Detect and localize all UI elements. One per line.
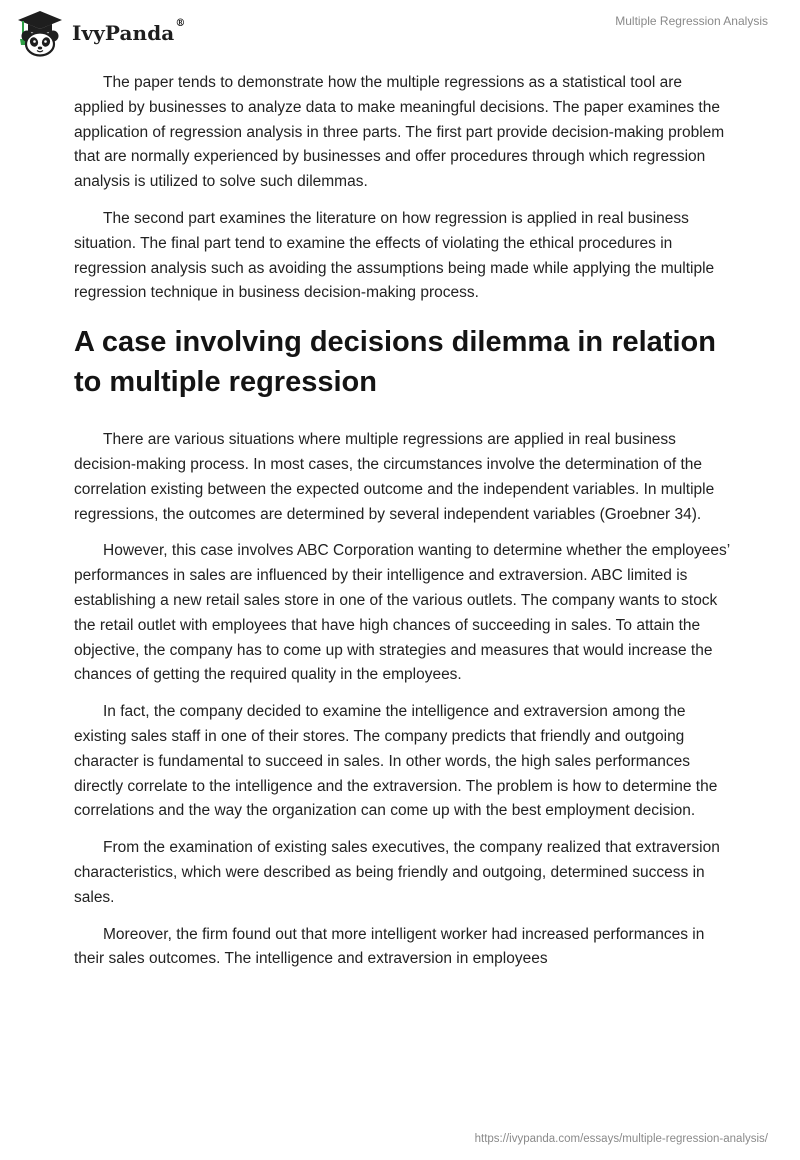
logo-wordmark: IvyPanda®: [72, 18, 186, 45]
section-paragraph-5: Moreover, the firm found out that more intelligent worker had increased performances in their sales outcomes. The intelligence and extraversion in employees: [74, 925, 705, 968]
document-title: Multiple Regression Analysis: [615, 14, 768, 28]
essay-content: [74, 71, 734, 984]
panda-graduate-icon: [14, 9, 66, 57]
section-paragraph-1: There are various situations where multiple regressions are applied in real business decision-making process. In most cases, the circumstances involve the determination of the correlation existing between the expected outcome and the independent variables. In multiple regressions, the outcomes are determined by several independent variables (Groebner 34).: [74, 431, 715, 523]
intro-paragraph-1: The paper tends to demonstrate how the multiple regressions as a statistical tool are applied by businesses to analyze data to make meaningful decisions. The paper examines the application of regression analysis in three parts. The first part provide decision-making problem that are normally experienced by businesses and offer procedures through which regression analysis is utilized to solve such dilemmas.: [74, 74, 725, 191]
section-heading: A case involving decisions dilemma in relation to multiple regression: [74, 326, 716, 399]
page-header: [0, 0, 800, 64]
registered-mark: ®: [175, 18, 186, 29]
ivypanda-logo[interactable]: [14, 9, 185, 57]
section-paragraph-4: From the examination of existing sales executives, the company realized that extraversion characteristics, which were described as being friendly and outgoing, determined success in sales.: [74, 839, 720, 906]
intro-paragraph-2: The second part examines the literature on how regression is applied in real business situation. The final part tend to examine the effects of violating the ethical procedures in regression analysis such as avoiding the assumptions being made while applying the multiple regression technique in business decision-making process.: [74, 209, 715, 302]
section-paragraph-3: In fact, the company decided to examine the intelligence and extraversion among the existing sales staff in one of their stores. The company predicts that friendly and outgoing character is fundamental to succeed in sales. In other words, the high sales performances directly correlate to the intelligence and the extraversion. The problem is how to determine the correlations and the way the organization can come up with the best employment decision.: [74, 703, 718, 820]
section-paragraph-2: However, this case involves ABC Corporation wanting to determine whether the employees’ performances in sales are influenced by their intelligence and extraversion. ABC limited is establishing a new retail sales store in one of the various outlets. The company wants to stock the retail outlet with employees that have high chances of succeeding in sales. To attain the objective, the company has to come up with strategies and measures that would increase the chances of getting the required quality in the employees.: [74, 542, 730, 684]
source-url[interactable]: https://ivypanda.com/essays/multiple-regression-analysis/: [474, 1133, 768, 1145]
